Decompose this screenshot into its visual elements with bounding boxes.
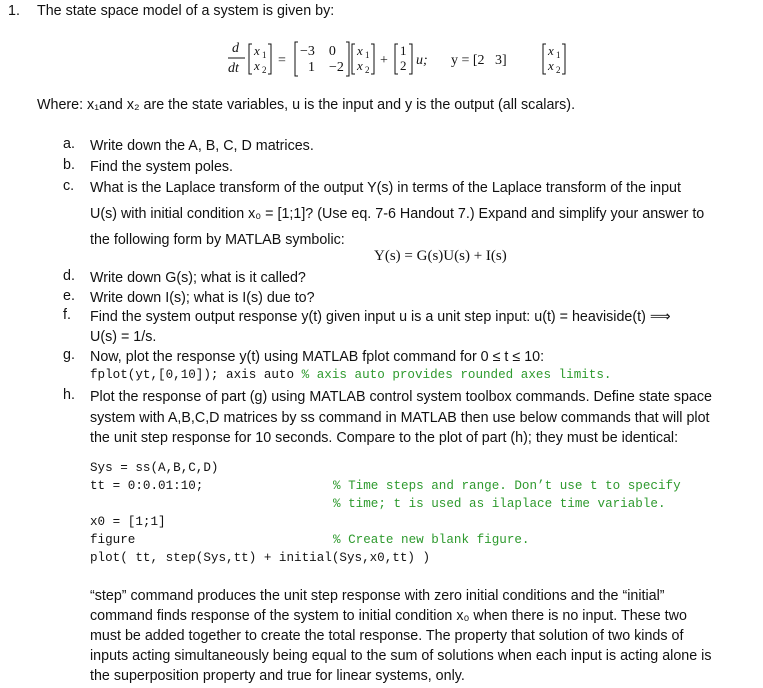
question-stem: The state space model of a system is given by:: [37, 3, 335, 19]
svg-text:=: =: [278, 53, 286, 68]
code-line-sys: Sys = ss(A,B,C,D): [90, 461, 219, 475]
closing-line1: “step” command produces the unit step response with zero initial conditions and the “initial”: [90, 588, 665, 604]
item-c-line1: What is the Laplace transform of the output Y(s) in terms of the Laplace transform of the input: [90, 180, 681, 196]
fplot-code: fplot(yt,[0,10]); axis auto: [90, 368, 295, 382]
item-g-text: Now, plot the response y(t) using MATLAB fplot command for 0 ≤ t ≤ 10:: [90, 349, 545, 365]
code-line-plot: plot( tt, step(Sys,tt) + initial(Sys,x0,tt) ): [90, 551, 431, 565]
svg-text:x: x: [357, 58, 363, 73]
item-d-label: d.: [63, 268, 75, 284]
item-c-label: c.: [63, 178, 75, 194]
svg-text:1: 1: [556, 50, 561, 60]
svg-text:x: x: [548, 43, 554, 58]
svg-text:1 −2: 1 −2: [308, 60, 344, 75]
item-a-text: Write down the A, B, C, D matrices.: [90, 138, 314, 154]
item-a-label: a.: [63, 136, 75, 152]
deriv-dt: dt: [228, 61, 239, 76]
closing-line3: must be added together to create the total response. The property that solution of two kinds of: [90, 628, 684, 644]
svg-text:2: 2: [262, 65, 267, 75]
question-number: 1.: [8, 3, 20, 19]
item-e-text: Write down I(s); what is I(s) due to?: [90, 290, 315, 306]
item-h-label: h.: [63, 387, 75, 403]
item-e-label: e.: [63, 288, 75, 304]
code-line-tt: tt = 0:0.01:10;: [90, 479, 204, 493]
item-h-line1: Plot the response of part (g) using MATLAB control system toolbox commands. Define state space: [90, 389, 712, 405]
item-c-formula: Y(s) = G(s)U(s) + I(s): [374, 248, 507, 264]
item-h-line2: system with A,B,C,D matrices by ss command in MATLAB then use below commands that will plot: [90, 410, 710, 426]
equation-graphic: [228, 38, 608, 86]
svg-text:+: +: [380, 53, 388, 68]
code-comment-figure: % Create new blank figure.: [333, 533, 530, 547]
code-line-x0: x0 = [1;1]: [90, 515, 166, 529]
fplot-comment: % axis auto provides rounded axes limits.: [301, 368, 612, 382]
item-b-text: Find the system poles.: [90, 159, 234, 175]
svg-text:x: x: [357, 43, 363, 58]
svg-text:x: x: [254, 58, 260, 73]
svg-text:2: 2: [400, 58, 407, 73]
where-text: Where: x₁and x₂ are the state variables, u is the input and y is the output (all scalars).: [37, 97, 576, 113]
state-equation: [228, 38, 608, 86]
svg-text:x: x: [548, 58, 554, 73]
item-b-label: b.: [63, 157, 75, 173]
svg-text:1: 1: [262, 50, 267, 60]
item-f-line2: U(s) = 1/s.: [90, 329, 157, 345]
svg-text:2: 2: [365, 65, 370, 75]
item-c-line2: U(s) with initial condition x₀ = [1;1]? (Use eq. 7-6 Handout 7.) Expand and simplify your answer to: [90, 206, 705, 222]
code-comment-tt-2: % time; t is used as ilaplace time variable.: [333, 497, 666, 511]
item-f-line1: Find the system output response y(t) given input u is a unit step input: u(t) = heaviside(t) ⟹: [90, 309, 671, 325]
item-f-label: f.: [63, 307, 71, 323]
item-g-code: [90, 368, 611, 382]
svg-text:−3 0: −3 0: [300, 44, 336, 59]
deriv-d: d: [232, 41, 239, 56]
closing-line4: inputs acting simultaneously being equal to the sum of solutions when each input is acting alone is: [90, 648, 712, 664]
svg-text:y = [2 3]: y = [2 3]: [451, 53, 507, 68]
code-comment-tt-1: % Time steps and range. Don’t use t to specify: [333, 479, 681, 493]
closing-line2: command finds response of the system to initial condition x₀ when there is no input. These two: [90, 608, 687, 624]
item-g-label: g.: [63, 347, 75, 363]
item-c-line3: the following form by MATLAB symbolic:: [90, 232, 345, 248]
closing-line5: the superposition property and true for linear systems, only.: [90, 668, 465, 684]
svg-text:x: x: [254, 43, 260, 58]
svg-text:1: 1: [400, 43, 407, 58]
item-d-text: Write down G(s); what is it called?: [90, 270, 306, 286]
code-line-figure: figure: [90, 533, 136, 547]
item-h-line3: the unit step response for 10 seconds. Compare to the plot of part (h); they must be identical:: [90, 430, 679, 446]
svg-text:2: 2: [556, 65, 561, 75]
svg-text:u;: u;: [416, 53, 428, 68]
svg-text:1: 1: [365, 50, 370, 60]
